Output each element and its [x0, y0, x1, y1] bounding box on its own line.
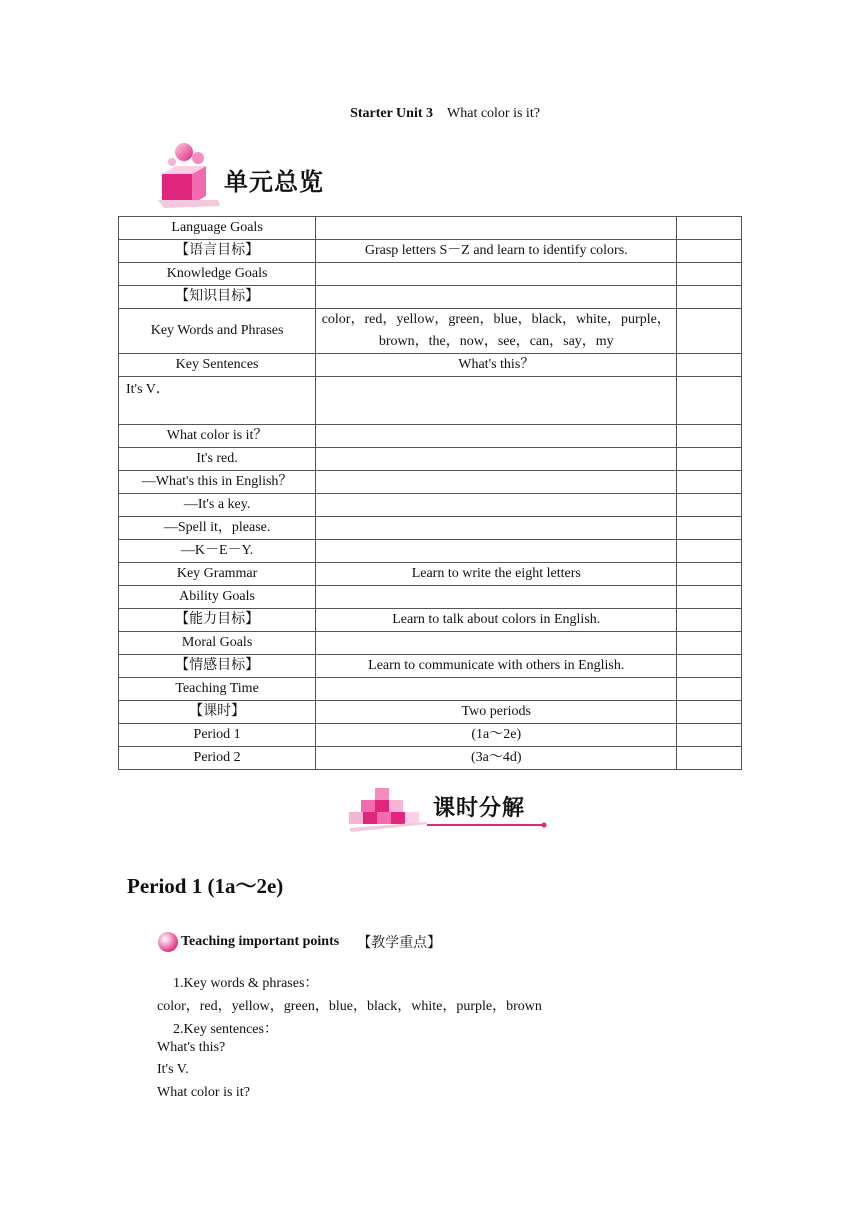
- table-cell: [677, 586, 742, 609]
- table-cell: [677, 609, 742, 632]
- key-words-label: 1.Key words & phrases：: [173, 976, 319, 991]
- table-cell: [316, 540, 677, 563]
- table-cell: —Spell it，please.: [119, 517, 316, 540]
- underline-icon: [427, 822, 547, 828]
- table-cell: [316, 678, 677, 701]
- table-cell: —K－E－Y.: [119, 540, 316, 563]
- table-cell: Key Sentences: [119, 354, 316, 377]
- table-cell: [677, 678, 742, 701]
- table-row: [119, 701, 742, 724]
- table-cell: Knowledge Goals: [119, 263, 316, 286]
- table-cell: —What's this in English？: [119, 471, 316, 494]
- table-cell: [677, 471, 742, 494]
- table-cell: [677, 517, 742, 540]
- table-row: [119, 724, 742, 747]
- stacked-blocks-icon: [349, 784, 427, 834]
- table-row: [119, 540, 742, 563]
- teaching-points-heading: [157, 930, 441, 954]
- table-row: [119, 448, 742, 471]
- teaching-points-cn: 【教学重点】: [357, 936, 442, 951]
- table-cell: 【能力目标】: [119, 609, 316, 632]
- table-cell: Learn to talk about colors in English.: [316, 609, 677, 632]
- table-cell: Key Grammar: [119, 563, 316, 586]
- table-row: [119, 678, 742, 701]
- table-cell: [677, 377, 742, 425]
- table-row: [119, 309, 742, 354]
- table-cell: 【情感目标】: [119, 655, 316, 678]
- table-cell: 【课时】: [119, 701, 316, 724]
- table-cell: [316, 263, 677, 286]
- key-sentences-label: 2.Key sentences：: [173, 1022, 278, 1037]
- table-cell: [677, 540, 742, 563]
- table-row: [119, 217, 742, 240]
- table-row: [119, 609, 742, 632]
- table-cell: [677, 701, 742, 724]
- overview-table: [118, 216, 742, 770]
- table-row: [119, 286, 742, 309]
- table-cell: [677, 747, 742, 770]
- table-cell: [677, 263, 742, 286]
- table-row: [119, 494, 742, 517]
- table-row: [119, 240, 742, 263]
- table-cell: [677, 655, 742, 678]
- table-row: [119, 425, 742, 448]
- table-cell: [316, 517, 677, 540]
- table-cell: It's red.: [119, 448, 316, 471]
- key-words-list: color，red，yellow，green，blue，black，white，purple，brown: [157, 999, 542, 1014]
- table-cell: [677, 286, 742, 309]
- table-cell: [316, 586, 677, 609]
- table-cell: Period 2: [119, 747, 316, 770]
- table-cell: [316, 286, 677, 309]
- table-cell: Period 1: [119, 724, 316, 747]
- table-cell: [316, 471, 677, 494]
- table-cell: 【语言目标】: [119, 240, 316, 263]
- table-cell: [316, 632, 677, 655]
- table-cell: color，red，yellow，green，blue，black，white，purple，brown，the，now，see，can，say，my: [316, 309, 677, 354]
- table-cell: [677, 354, 742, 377]
- table-cell: —It's a key.: [119, 494, 316, 517]
- table-cell: [316, 377, 677, 425]
- table-cell: Language Goals: [119, 217, 316, 240]
- table-row: [119, 747, 742, 770]
- table-cell: [677, 494, 742, 517]
- overview-banner: [158, 140, 324, 210]
- table-row: [119, 586, 742, 609]
- page-title: [0, 106, 860, 122]
- table-row: [119, 632, 742, 655]
- table-cell: Learn to communicate with others in English.: [316, 655, 677, 678]
- table-cell: [677, 724, 742, 747]
- table-cell: [316, 217, 677, 240]
- table-cell: (3a～4d): [316, 747, 677, 770]
- gift-box-icon: [158, 140, 220, 210]
- breakdown-banner-label: 课时分解: [433, 795, 526, 821]
- table-cell: [677, 632, 742, 655]
- table-cell: Teaching Time: [119, 678, 316, 701]
- table-cell: Two periods: [316, 701, 677, 724]
- table-row: [119, 517, 742, 540]
- table-cell: [677, 240, 742, 263]
- table-cell: [677, 448, 742, 471]
- table-cell: [677, 217, 742, 240]
- table-row: [119, 354, 742, 377]
- unit-label: Starter Unit 3: [350, 106, 434, 121]
- table-row: [119, 563, 742, 586]
- sentence-line: What color is it?: [157, 1085, 250, 1100]
- table-cell: [677, 563, 742, 586]
- table-row: [119, 471, 742, 494]
- table-row: [119, 377, 742, 425]
- table-cell: What's this？: [316, 354, 677, 377]
- table-row: [119, 263, 742, 286]
- table-cell: [316, 448, 677, 471]
- table-cell: [677, 309, 742, 354]
- table-cell: [316, 425, 677, 448]
- table-cell: It's V．: [119, 377, 316, 425]
- table-cell: Grasp letters S－Z and learn to identify colors.: [316, 240, 677, 263]
- table-cell: 【知识目标】: [119, 286, 316, 309]
- table-cell: (1a～2e): [316, 724, 677, 747]
- teaching-points-title: Teaching important points: [181, 934, 340, 949]
- period-heading: Period 1 (1a～2e): [127, 874, 284, 898]
- table-cell: [677, 425, 742, 448]
- table-cell: [316, 494, 677, 517]
- overview-banner-label: 单元总览: [224, 167, 324, 196]
- bubble-icon: [155, 930, 181, 954]
- table-cell: Moral Goals: [119, 632, 316, 655]
- table-cell: Ability Goals: [119, 586, 316, 609]
- sentence-line: It's V.: [157, 1062, 189, 1077]
- sentence-line: What's this?: [157, 1040, 226, 1055]
- table-cell: What color is it？: [119, 425, 316, 448]
- table-cell: Key Words and Phrases: [119, 309, 316, 354]
- table-cell: Learn to write the eight letters: [316, 563, 677, 586]
- breakdown-banner: [349, 784, 547, 834]
- table-row: [119, 655, 742, 678]
- unit-title: What color is it?: [447, 106, 540, 121]
